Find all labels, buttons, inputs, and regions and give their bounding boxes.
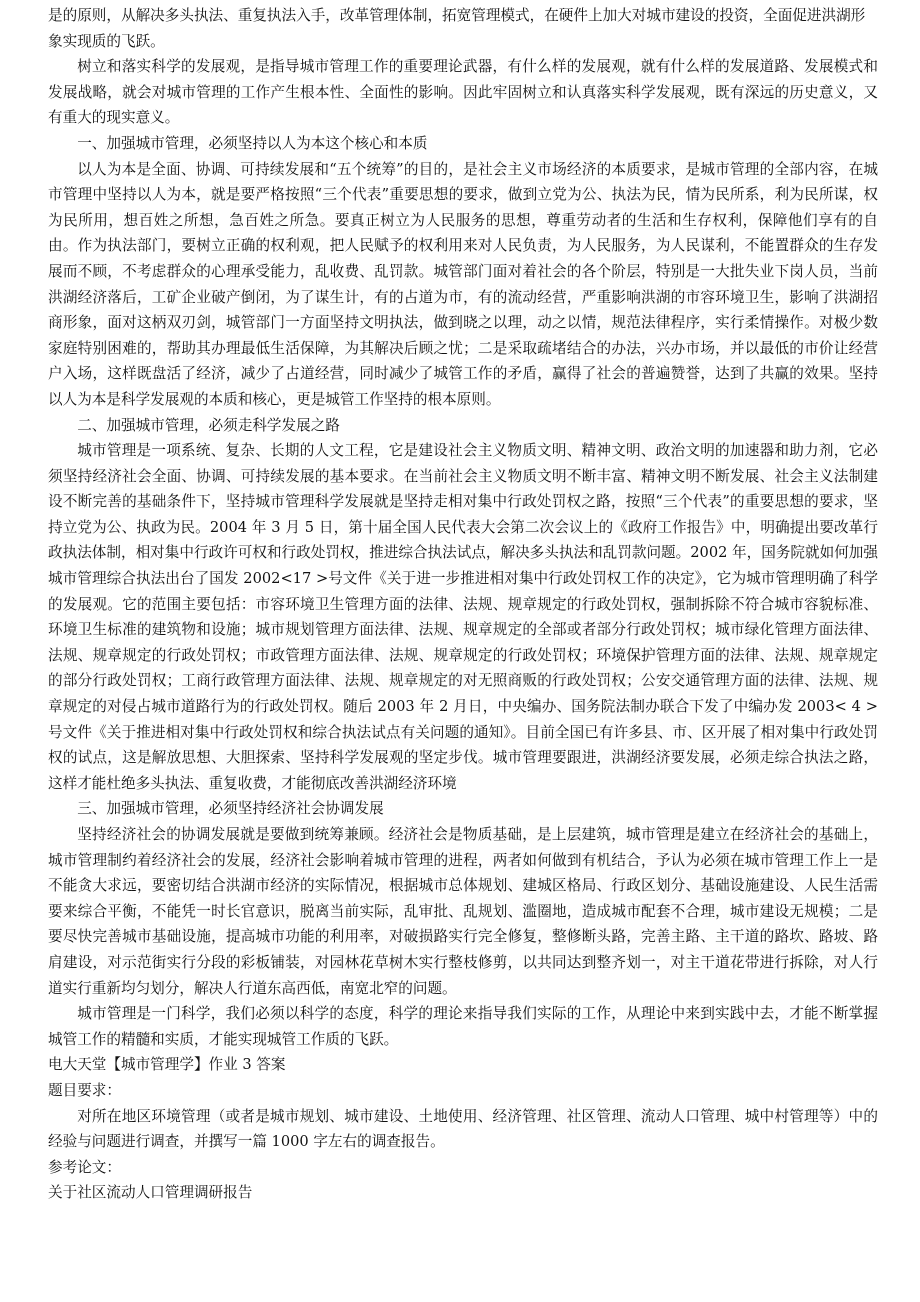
requirements-text: 对所在地区环境管理（或者是城市规划、城市建设、土地使用、经济管理、社区管理、流动人口管理、城中村管理等）中的经验与问题进行调查，并撰写一篇 1000 字左右的调查报告。 <box>48 1107 878 1151</box>
paragraph-coordinated-development: 坚持经济社会的协调发展就是要做到统筹兼顾。经济社会是物质基础，是上层建筑，城市管理是建立在经济社会的基础上，城市管理制约着经济社会的发展，经济社会影响着城市管理的进程，两者如何做到有机结合，予认为必须在城市管理工作上一是不能贪大求远，要密切结合洪湖市经济的实际情况，根据城市总体规划、建城区格局、行政区划分、基础设施建设、人民生活需要来综合平衡，不能凭一时长官意识，脱离当前实际，乱审批、乱规划、滥圈地，造成城市配套不合理，城市建设无规模；二是要尽快完善城市基础设施，提高城市功能的利用率，对破损路实行完全修复，整修断头路，完善主路、主干道的路坎、路坡、路肩建设，对示范街实行分段的彩板铺装，对园林花草树木实行整枝修剪，以共同达到整齐划一，对主干道花带进行拆除，对人行道实行重新均匀划分，解决人行道东高西低，南宽北窄的问题。 <box>48 826 878 997</box>
paragraph-scientific-development: 树立和落实科学的发展观，是指导城市管理工作的重要理论武器，有什么样的发展观，就有什么样的发展道路、发展模式和发展战略，就会对城市管理的工作产生根本性、全面性的影响。因此牢固树立和认真落实科学发展观，既有深远的历史意义，又有重大的现实意义。 <box>48 58 878 127</box>
section-heading-2: 二、加强城市管理，必须走科学发展之路 <box>77 416 340 434</box>
paragraph-scientific-path: 城市管理是一项系统、复杂、长期的人文工程，它是建设社会主义物质文明、精神文明、政治文明的加速器和助力剂，它必须坚持经济社会全面、协调、可持续发展的基本要求。在当前社会主义物质文明不断丰富、精神文明不断发展、社会主义法制建设不断完善的基础条件下，坚持城市管理科学发展就是坚持走相对集中行政处罚权之路，按照“三个代表”的重要思想的要求，坚持立党为公、执政为民。2004 年 3 月 5 日，第十届全国人民代表大会第二次会议上的《政府工作报告》中，明确提出要改革行政执法体制，相对集中行政许可权和行政处罚权，推进综合执法试点，解决多头执法和乱罚款问题。2002 年，国务院就如何加强城市管理综合执法出台了国发 2002<17 >号文件《关于进一步推进相对集中行政处罚权工作的决定》，它为城市管理明确了科学的发展观。它的范围主要包括：市容环境卫生管理方面的法律、法规、规章规定的行政处罚权，强制拆除不符合城市容貌标准、环境卫生标准的建筑物和设施；城市规划管理方面法律、法规、规章规定的全部或者部分行政处罚权；城市绿化管理方面法律、法规、规章规定的行政处罚权；市政管理方面法律、法规、规章规定的行政处罚权；环境保护管理方面的法律、法规、规章规定的部分行政处罚权；工商行政管理方面法律、法规、规章规定的对无照商贩的行政处罚权；公安交通管理方面的法律、法规、规章规定的对侵占城市道路行为的行政处罚权。随后 2003 年 2 月日，中央编办、国务院法制办联合下发了中编办发 2003< 4 >号文件《关于推进相对集中行政处罚权和综合执法试点有关问题的通知》。目前全国已有许多县、市、区开展了相对集中行政处罚权的试点，这是解放思想、大胆探索、坚持科学发展观的坚定步伐。城市管理要跟进，洪湖经济要发展，必须走综合执法之路，这样才能杜绝多头执法、重复收费，才能彻底改善洪湖经济环境 <box>48 442 878 792</box>
report-title: 关于社区流动人口管理调研报告 <box>48 1184 253 1202</box>
section-heading-3: 三、加强城市管理，必须坚持经济社会协调发展 <box>77 800 384 818</box>
assignment-title: 电大天堂【城市管理学】作业 3 答案 <box>48 1056 286 1074</box>
paragraph-conclusion: 城市管理是一门科学，我们必须以科学的态度，科学的理论来指导我们实际的工作，从理论中来到实践中去，才能不断掌握城管工作的精髓和实质，才能实现城管工作质的飞跃。 <box>48 1005 878 1048</box>
requirements-label: 题目要求： <box>48 1081 121 1099</box>
paragraph-people-oriented: 以人为本是全面、协调、可持续发展和“五个统筹”的目的，是社会主义市场经济的本质要求，是城市管理的全部内容，在城市管理中坚持以人为本，就是要严格按照“三个代表”重要思想的要求，做到立党为公、执法为民，情为民所系，利为民所谋，权为民所用，想百姓之所想，急百姓之所急。要真正树立为人民服务的思想，尊重劳动者的生活和生存权利，保障他们享有的自由。作为执法部门，要树立正确的权利观，把人民赋予的权利用来对人民负责，为人民服务，为人民谋利，不能置群众的生存发展而不顾，不考虑群众的心理承受能力，乱收费、乱罚款。城管部门面对着社会的各个阶层，特别是一大批失业下岗人员，当前洪湖经济落后，工矿企业破产倒闭，为了谋生计，有的占道为市，有的流动经营，严重影响洪湖的市容环境卫生，影响了洪湖招商形象，面对这柄双刃剑，城管部门一方面坚持文明执法，做到晓之以理，动之以情，规范法律程序，实行柔情操作。对极少数家庭特别困难的，帮助其办理最低生活保障，为其解决后顾之忧；二是采取疏堵结合的办法，兴办市场，并以最低的市价让经营户入场，这样既盘活了经济，减少了占道经营，同时减少了城管工作的矛盾，赢得了社会的普遍赞誉，达到了共赢的效果。坚持以人为本是科学发展观的本质和核心，更是城管工作坚持的根本原则。 <box>48 160 878 408</box>
section-heading-1: 一、加强城市管理，必须坚持以人为本这个核心和本质 <box>77 134 428 152</box>
paragraph-intro-continuation: 是的原则，从解决多头执法、重复执法入手，改革管理体制，拓宽管理模式，在硬件上加大对城市建设的投资，全面促进洪湖形象实现质的飞跃。 <box>48 7 866 50</box>
reference-label: 参考论文： <box>48 1158 121 1176</box>
